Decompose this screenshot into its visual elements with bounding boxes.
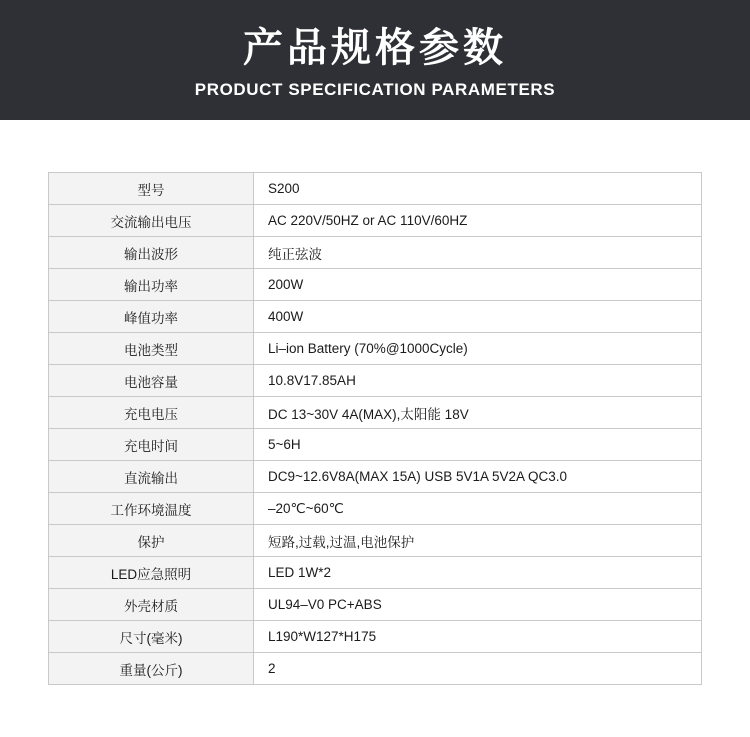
table-row [49,557,702,589]
spec-value: LED 1W*2 [254,557,702,589]
spec-label: 直流输出 [49,461,254,493]
spec-table [48,172,702,685]
spec-label: 电池容量 [49,365,254,397]
spec-label: 工作环境温度 [49,493,254,525]
spec-value: 2 [254,653,702,685]
spec-label: 交流输出电压 [49,205,254,237]
spec-value: –20℃~60℃ [254,493,702,525]
spec-value: UL94–V0 PC+ABS [254,589,702,621]
table-row [49,173,702,205]
table-row [49,461,702,493]
table-row [49,301,702,333]
table-row [49,653,702,685]
spec-label: 输出波形 [49,237,254,269]
spec-value: 10.8V17.85AH [254,365,702,397]
table-row [49,365,702,397]
spec-label: LED应急照明 [49,557,254,589]
spec-label: 充电时间 [49,429,254,461]
table-row [49,333,702,365]
table-row [49,269,702,301]
table-row [49,493,702,525]
spec-label: 充电电压 [49,397,254,429]
spec-label: 尺寸(毫米) [49,621,254,653]
table-row [49,589,702,621]
page-subtitle: PRODUCT SPECIFICATION PARAMETERS [194,80,556,99]
spec-value: DC9~12.6V8A(MAX 15A) USB 5V1A 5V2A QC3.0 [254,461,702,493]
spec-label: 型号 [49,173,254,205]
spec-table-body [49,173,702,685]
spec-label: 重量(公斤) [49,653,254,685]
spec-value: 400W [254,301,702,333]
spec-value: 纯正弦波 [254,237,702,269]
spec-value: AC 220V/50HZ or AC 110V/60HZ [254,205,702,237]
table-row [49,429,702,461]
spec-value: 短路,过载,过温,电池保护 [254,525,702,557]
spec-label: 峰值功率 [49,301,254,333]
spec-label: 保护 [49,525,254,557]
spec-label: 电池类型 [49,333,254,365]
spec-label: 输出功率 [49,269,254,301]
table-row [49,525,702,557]
table-row [49,205,702,237]
table-row [49,621,702,653]
spec-value: S200 [254,173,702,205]
spec-value: L190*W127*H175 [254,621,702,653]
spec-value: DC 13~30V 4A(MAX),太阳能 18V [254,397,702,429]
spec-table-container [0,120,750,685]
spec-label: 外壳材质 [49,589,254,621]
page-header [0,0,750,120]
page-title: 产品规格参数 [243,26,507,70]
spec-value: Li–ion Battery (70%@1000Cycle) [254,333,702,365]
table-row [49,237,702,269]
spec-value: 200W [254,269,702,301]
table-row [49,397,702,429]
spec-value: 5~6H [254,429,702,461]
